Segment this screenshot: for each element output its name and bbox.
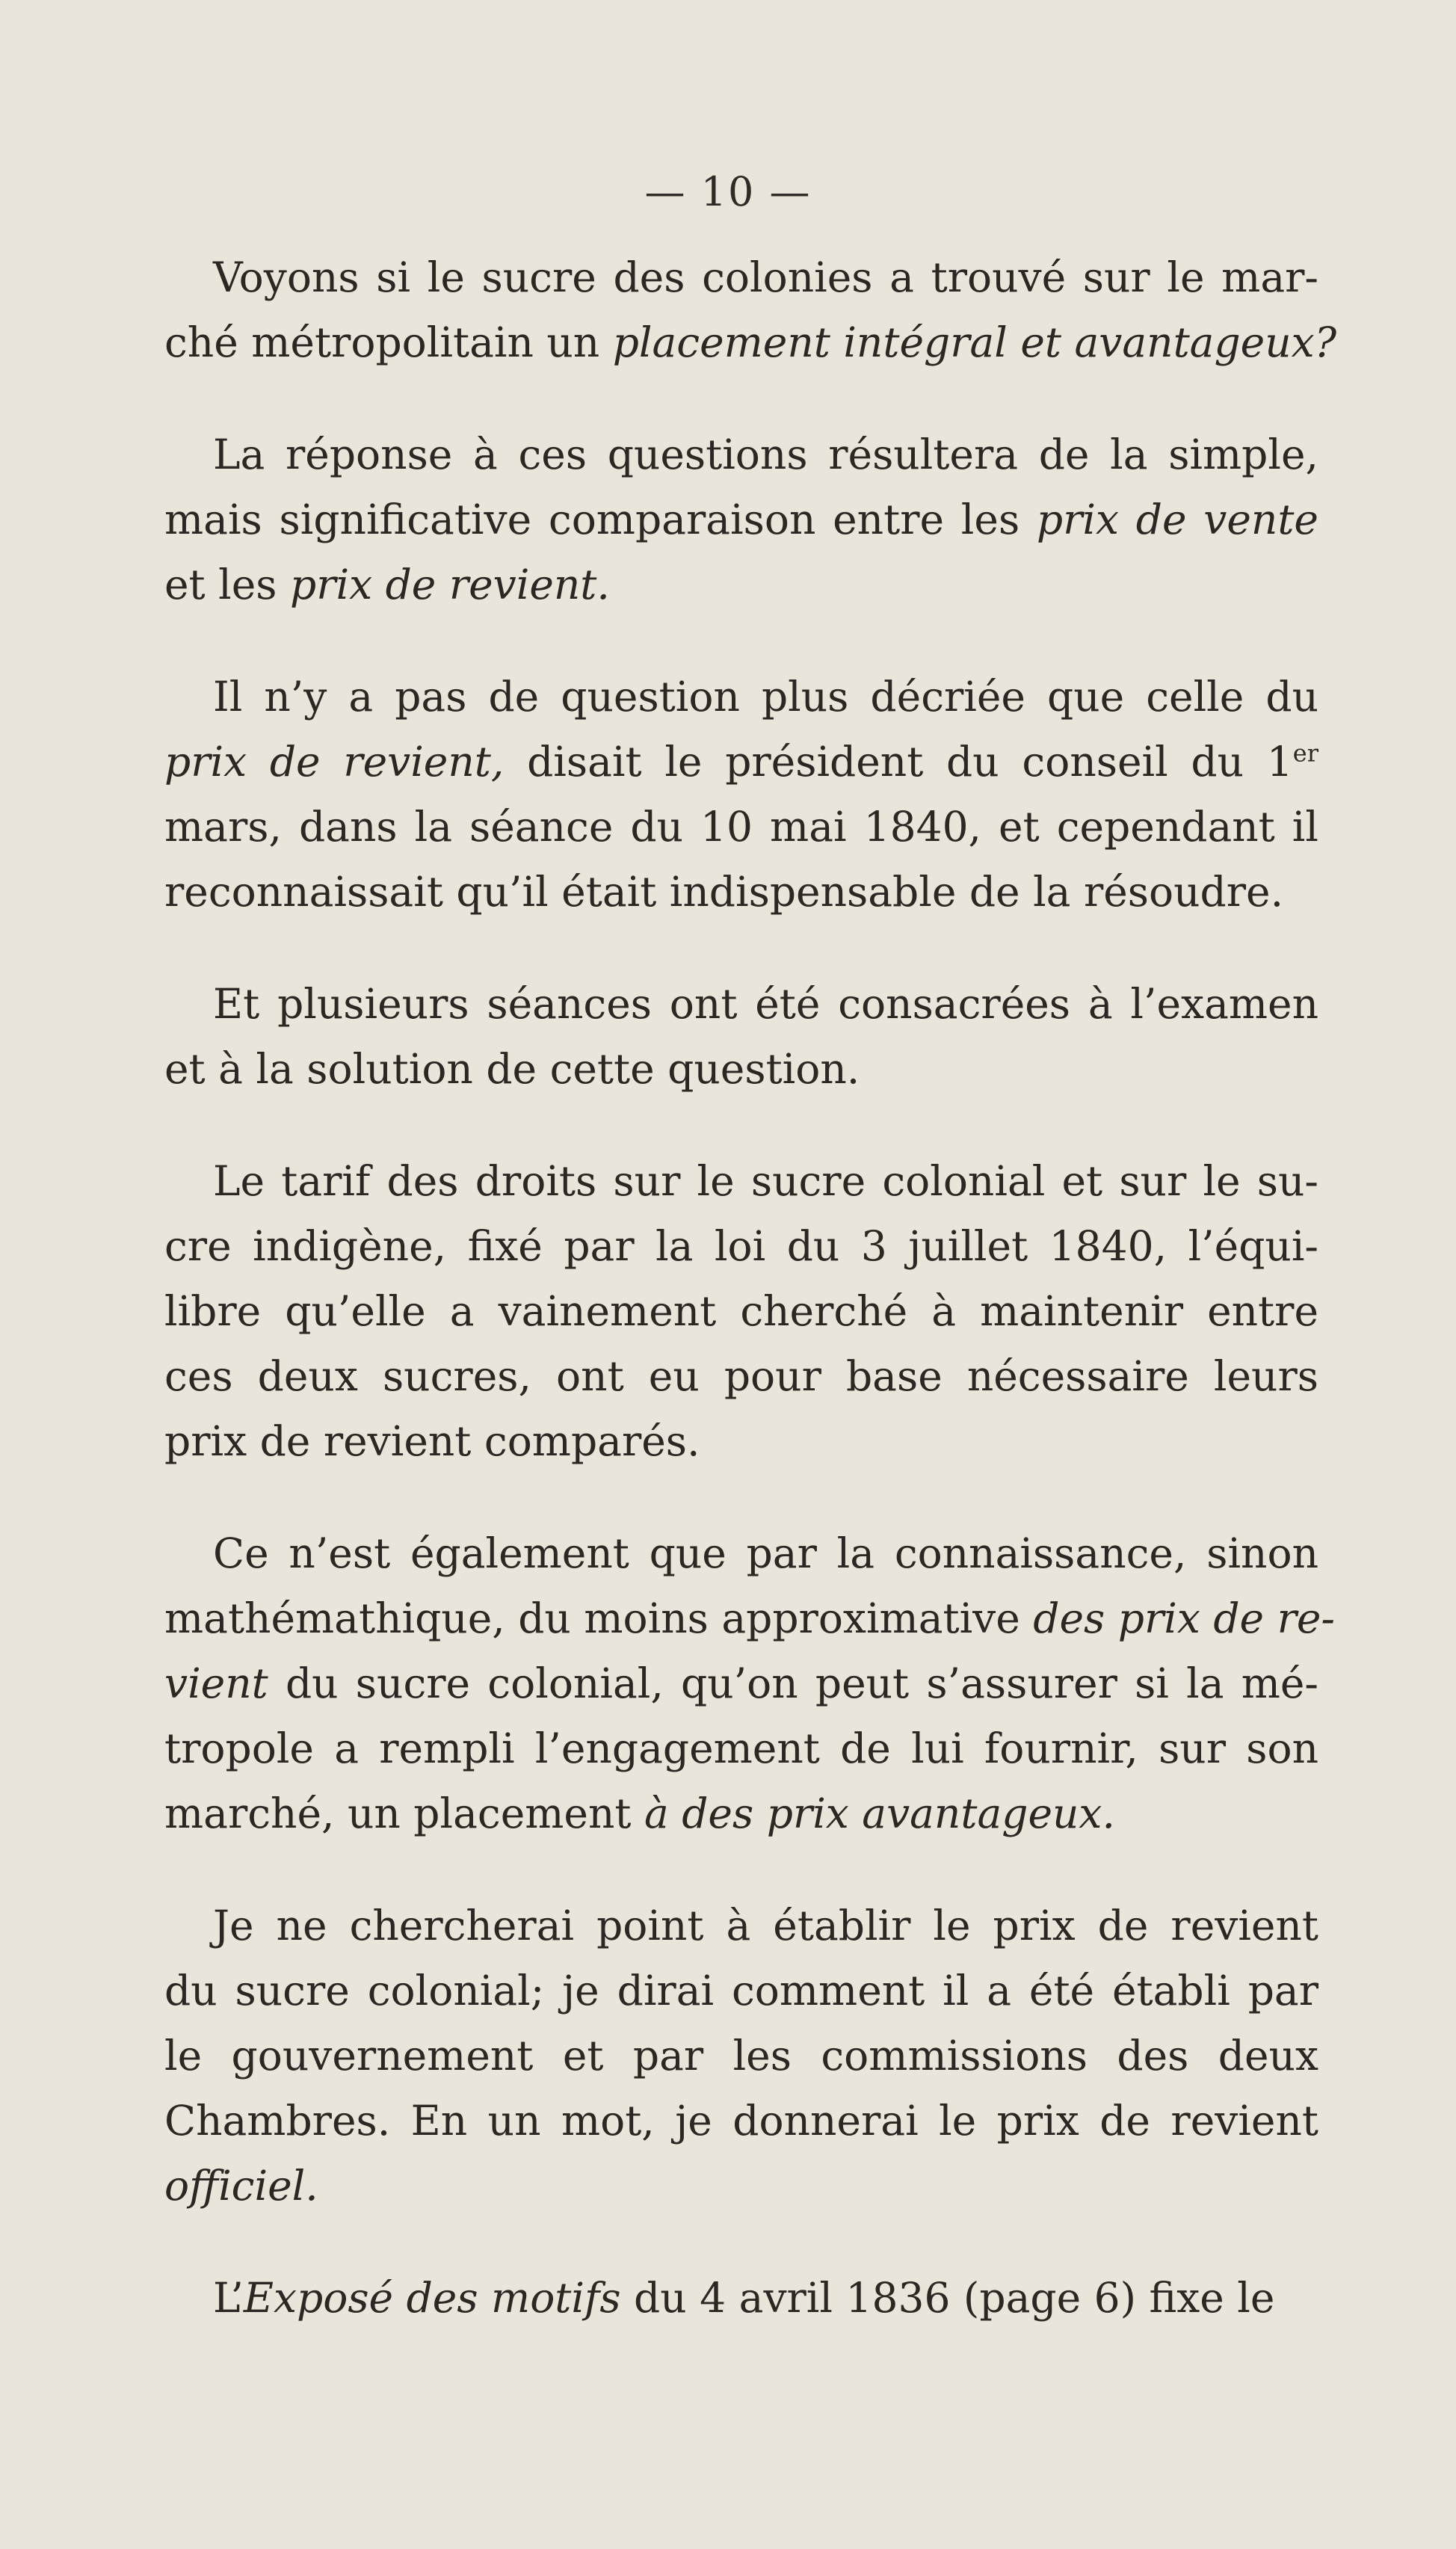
- text-run: Et plusieurs séances ont été consacrées à l’examen: [213, 980, 1318, 1028]
- italic-run: prix de revient.: [289, 561, 610, 608]
- text-run: mais significative comparaison entre les: [164, 496, 1037, 543]
- text-line: [164, 310, 1337, 375]
- text-run: cre indigène, fixé par la loi du 3 juillet 1840, l’équi-: [164, 1222, 1318, 1270]
- text-line: [164, 1037, 1318, 1102]
- paragraph: [164, 1521, 1335, 1846]
- text-line: [164, 552, 1318, 617]
- text-line: [164, 1893, 1318, 1958]
- text-line: [164, 1279, 1318, 1344]
- text-line: [164, 972, 1318, 1037]
- text-run: et les: [164, 561, 290, 608]
- paragraph: [164, 422, 1318, 617]
- text-line: [164, 2154, 1318, 2219]
- italic-run: vient: [164, 1659, 268, 1707]
- text-line: [164, 245, 1318, 310]
- text-run: prix de revient comparés.: [164, 1417, 700, 1465]
- text-run: Chambres. En un mot, je donnerai le prix de revient: [164, 2097, 1318, 2145]
- paragraph: [164, 245, 1337, 375]
- text-line: [164, 665, 1318, 730]
- page-number: — 10 —: [644, 168, 812, 215]
- text-run: ces deux sucres, ont eu pour base nécessaire leurs: [164, 1352, 1318, 1400]
- text-line: [164, 860, 1318, 925]
- text-line: [164, 1344, 1318, 1409]
- italic-run: des prix de re-: [1033, 1594, 1335, 1642]
- text-line: [164, 1149, 1318, 1214]
- text-run: disait le président du conseil du 1: [504, 738, 1293, 786]
- text-run: libre qu’elle a vainement cherché à maintenir entre: [164, 1287, 1318, 1335]
- text-run: Je ne chercherai point à établir le prix de revient: [213, 1902, 1318, 1949]
- text-line: [164, 2266, 1318, 2331]
- text-line: [164, 1958, 1318, 2024]
- text-line: [164, 1586, 1335, 1651]
- text-line: [164, 1781, 1318, 1846]
- text-line: [164, 795, 1318, 860]
- superscript: er: [1292, 739, 1319, 768]
- text-line: [164, 422, 1318, 487]
- text-line: [164, 2024, 1318, 2089]
- paragraph: [164, 2266, 1318, 2331]
- text-line: [164, 1214, 1318, 1279]
- text-run: marché, un placement: [164, 1790, 644, 1837]
- text-run: du sucre colonial; je dirai comment il a été établi par: [164, 1967, 1318, 2015]
- text-run: du 4 avril 1836 (page 6) fixe le: [620, 2274, 1275, 2322]
- paragraph: [164, 1893, 1318, 2219]
- text-line: [164, 730, 1318, 795]
- text-run: Le tarif des droits sur le sucre colonial et sur le su-: [213, 1157, 1318, 1205]
- paragraph: [164, 665, 1318, 925]
- text-run: Voyons si le sucre des colonies a trouvé sur le mar-: [213, 253, 1318, 301]
- body-text: [164, 245, 1337, 2378]
- paragraph: [164, 972, 1318, 1102]
- text-line: [164, 1409, 1318, 1474]
- text-run: ché métropolitain un: [164, 318, 613, 366]
- text-run: La réponse à ces questions résultera de la simple,: [213, 431, 1318, 478]
- text-run: mathémathique, du moins approximative: [164, 1594, 1034, 1642]
- text-line: [164, 1521, 1318, 1586]
- text-line: [164, 2089, 1318, 2154]
- italic-run: prix de revient,: [164, 738, 505, 786]
- text-run: tropole a rempli l’engagement de lui fournir, sur son: [164, 1724, 1318, 1772]
- text-run: Ce n’est également que par la connaissance, sinon: [213, 1529, 1318, 1577]
- text-line: [164, 1716, 1318, 1781]
- text-run: du sucre colonial, qu’on peut s’assurer si la mé-: [268, 1659, 1318, 1707]
- text-line: [164, 487, 1318, 552]
- text-run: mars, dans la séance du 10 mai 1840, et cependant il: [164, 803, 1318, 851]
- text-run: Il n’y a pas de question plus décriée que celle du: [213, 673, 1318, 721]
- italic-run: officiel.: [164, 2162, 318, 2210]
- text-run: le gouvernement et par les commissions des deux: [164, 2032, 1318, 2080]
- text-run: et à la solution de cette question.: [164, 1045, 860, 1093]
- paragraph: [164, 1149, 1318, 1474]
- italic-run: prix de vente: [1036, 496, 1318, 543]
- italic-run: Exposé des motifs: [243, 2274, 621, 2322]
- text-run: reconnaissait qu’il était indispensable de la résoudre.: [164, 868, 1284, 916]
- italic-run: placement intégral et avantageux?: [612, 318, 1337, 366]
- italic-run: à des prix avantageux.: [644, 1790, 1115, 1837]
- text-run: L’: [213, 2274, 244, 2322]
- text-line: [164, 1651, 1318, 1716]
